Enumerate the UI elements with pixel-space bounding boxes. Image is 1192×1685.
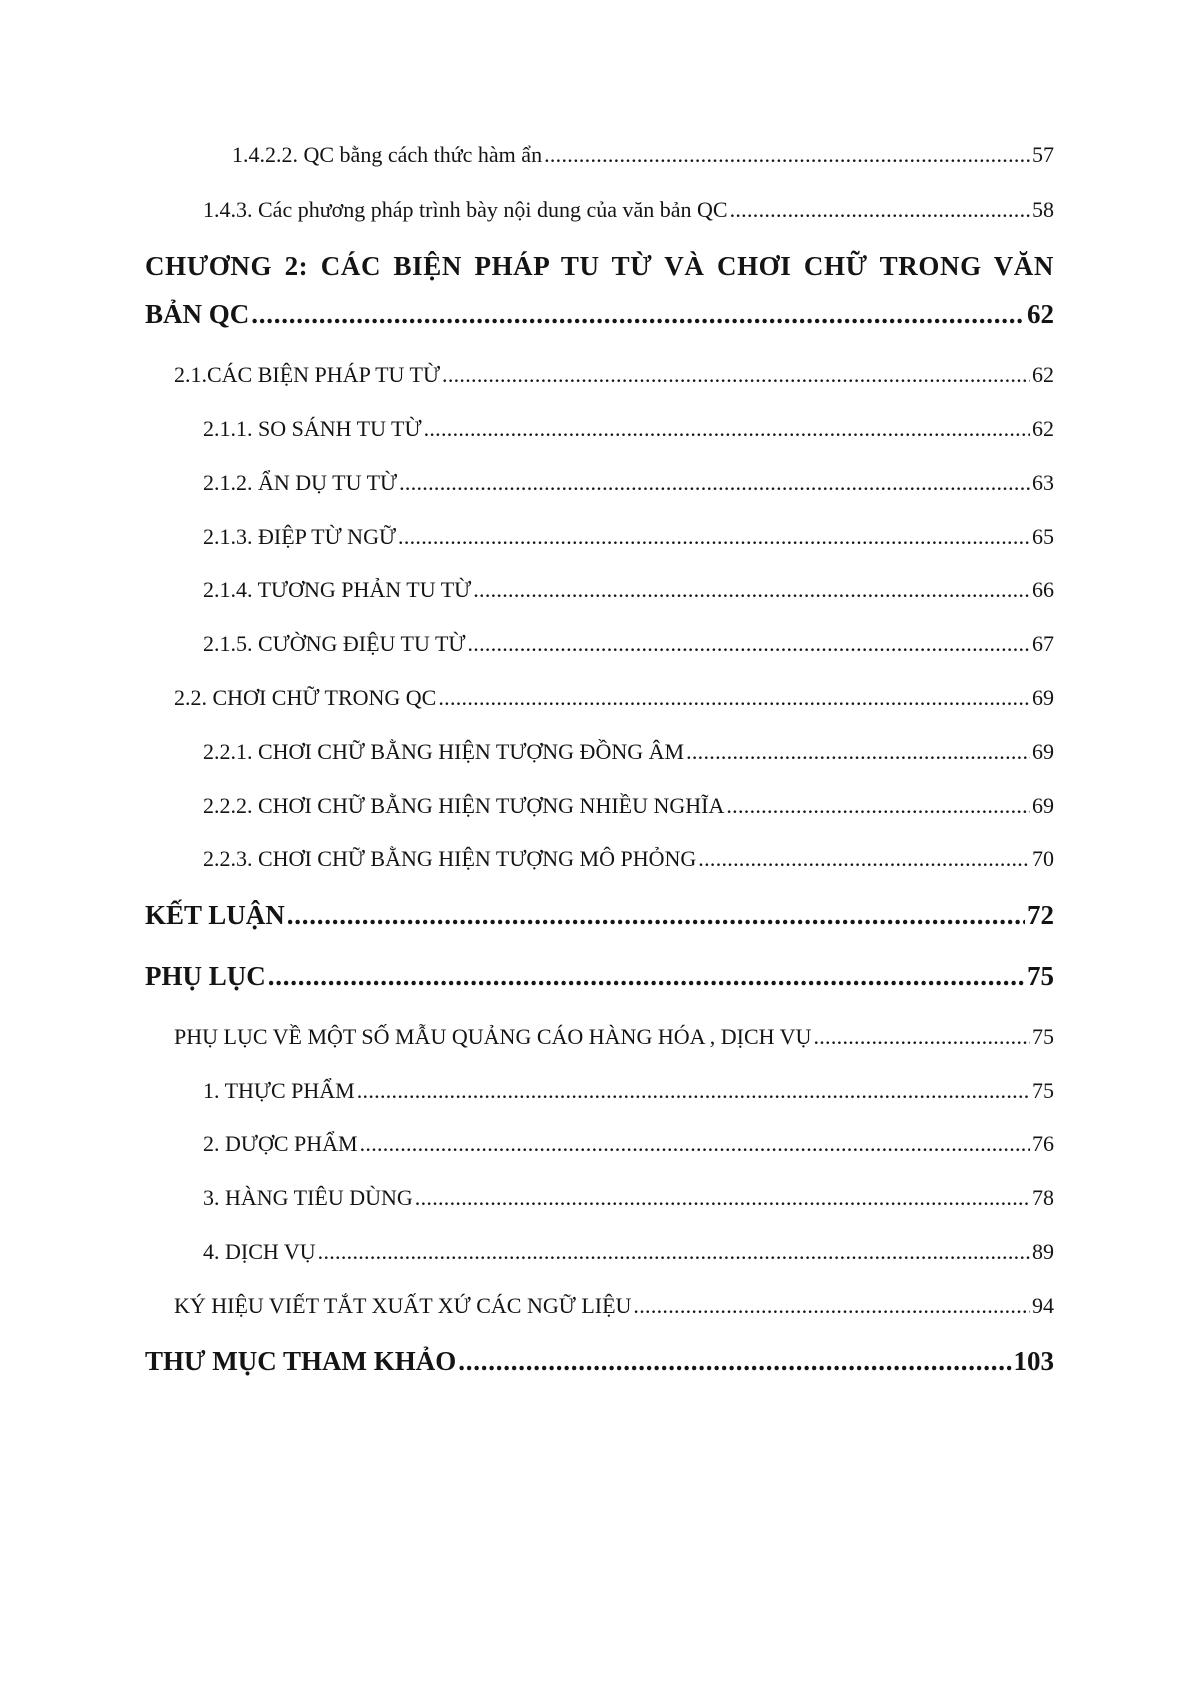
toc-page-number: 65 [1032,524,1054,549]
dot-leader [726,793,1030,819]
dot-leader [251,299,1025,330]
toc-chapter-entry[interactable] [145,961,1054,992]
toc-entry-label: 2.2.2. CHƠI CHỮ BẰNG HIỆN TƯỢNG NHIỀU NGHĨA [203,793,725,818]
toc-entry[interactable] [203,1185,1054,1211]
toc-page-number: 89 [1032,1239,1054,1264]
toc-entry[interactable] [203,197,1054,223]
dot-leader [398,524,1030,550]
dot-leader [458,1346,1011,1377]
dot-leader [442,362,1030,388]
toc-page-number: 94 [1032,1293,1054,1318]
toc-page-number: 69 [1032,793,1054,818]
chapter-heading-line[interactable]: CHƯƠNG 2: CÁC BIỆN PHÁP TU TỪ VÀ CHƠI CHỮ TRONG VĂN [145,251,1054,281]
toc-entry-label: 2.1.CÁC BIỆN PHÁP TU TỪ [174,362,441,387]
toc-page-number: 67 [1032,631,1054,656]
toc-page-number: 62 [1032,362,1054,387]
toc-entry-label: 3. HÀNG TIÊU DÙNG [203,1185,413,1210]
toc-entry[interactable] [174,1293,1054,1319]
toc-entry[interactable] [203,416,1054,442]
toc-entry-label: BẢN QC [145,299,250,329]
toc-page-number: 103 [1013,1346,1054,1376]
toc-page-number: 69 [1032,739,1054,764]
dot-leader [730,197,1030,223]
toc-entry[interactable] [174,685,1054,711]
toc-page-number: 75 [1032,1024,1054,1049]
dot-leader [698,846,1030,872]
toc-entry-label: KẾT LUẬN [145,900,285,930]
toc-entry[interactable] [203,1239,1054,1265]
toc-entry-label: 2.1.4. TƯƠNG PHẢN TU TỪ [203,577,472,602]
toc-entry-label: 2.2.1. CHƠI CHỮ BẰNG HIỆN TƯỢNG ĐỒNG ÂM [203,739,685,764]
toc-chapter-entry[interactable] [145,900,1054,931]
toc-entry[interactable] [203,470,1054,496]
toc-page-number: 69 [1032,685,1054,710]
dot-leader [415,1185,1030,1211]
dot-leader [473,577,1030,603]
toc-entry-label: 2.1.1. SO SÁNH TU TỪ [203,416,422,441]
toc-entry[interactable] [232,142,1054,168]
toc-chapter-entry[interactable] [145,1346,1054,1377]
toc-page-number: 78 [1032,1185,1054,1210]
toc-page-number: 62 [1027,299,1054,329]
toc-entry[interactable] [203,739,1054,765]
toc-page-number: 58 [1032,197,1054,222]
toc-entry-label: 2. DƯỢC PHẨM [203,1131,358,1156]
toc-entry[interactable] [174,362,1054,388]
toc-entry[interactable] [203,524,1054,550]
toc-entry-label: 2.1.2. ẨN DỤ TU TỪ [203,470,398,495]
toc-entry[interactable] [174,1024,1054,1050]
dot-leader [357,1078,1030,1104]
toc-entry-label: THƯ MỤC THAM KHẢO [145,1346,457,1376]
toc-page-number: 75 [1032,1078,1054,1103]
dot-leader [424,416,1030,442]
toc-page-number: 72 [1027,900,1054,930]
toc-page-number: 75 [1027,961,1054,991]
toc-entry-label: 2.1.5. CƯỜNG ĐIỆU TU TỪ [203,631,466,656]
toc-entry[interactable] [203,631,1054,657]
toc-entry[interactable] [203,793,1054,819]
toc-entry-label: 1.4.3. Các phương pháp trình bày nội dung của văn bản QC [203,197,728,222]
toc-entry[interactable] [203,577,1054,603]
toc-entry-label: 2.2.3. CHƠI CHỮ BẰNG HIỆN TƯỢNG MÔ PHỎNG [203,846,697,871]
toc-entry-label: 1.4.2.2. QC bằng cách thức hàm ẩn [232,142,543,167]
toc-entry-label: 1. THỰC PHẨM [203,1078,355,1103]
toc-entry-label: 2.1.3. ĐIỆP TỪ NGỮ [203,524,397,549]
toc-page-number: 57 [1032,142,1054,167]
dot-leader [268,961,1025,992]
toc-entry-label: PHỤ LỤC VỀ MỘT SỐ MẪU QUẢNG CÁO HÀNG HÓA , DỊCH VỤ [174,1024,812,1049]
toc-entry-label: KÝ HIỆU VIẾT TẮT XUẤT XỨ CÁC NGỮ LIỆU [174,1293,632,1318]
dot-leader [544,142,1030,168]
toc-entry-label: PHỤ LỤC [145,961,266,991]
dot-leader [318,1239,1030,1265]
dot-leader [633,1293,1030,1319]
toc-page-number: 62 [1032,416,1054,441]
toc-entry[interactable] [203,1131,1054,1157]
toc-entry-label: 4. DỊCH VỤ [203,1239,316,1264]
dot-leader [813,1024,1030,1050]
dot-leader [438,685,1030,711]
toc-chapter-entry[interactable] [145,299,1054,330]
toc-page-number: 70 [1032,846,1054,871]
toc-page-number: 63 [1032,470,1054,495]
dot-leader [468,631,1031,657]
toc-entry[interactable] [203,846,1054,872]
dot-leader [399,470,1030,496]
toc-page-number: 76 [1032,1131,1054,1156]
dot-leader [360,1131,1030,1157]
dot-leader [686,739,1030,765]
toc-page-number: 66 [1032,577,1054,602]
dot-leader [287,900,1025,931]
toc-entry-label: 2.2. CHƠI CHỮ TRONG QC [174,685,437,710]
toc-entry[interactable] [203,1078,1054,1104]
